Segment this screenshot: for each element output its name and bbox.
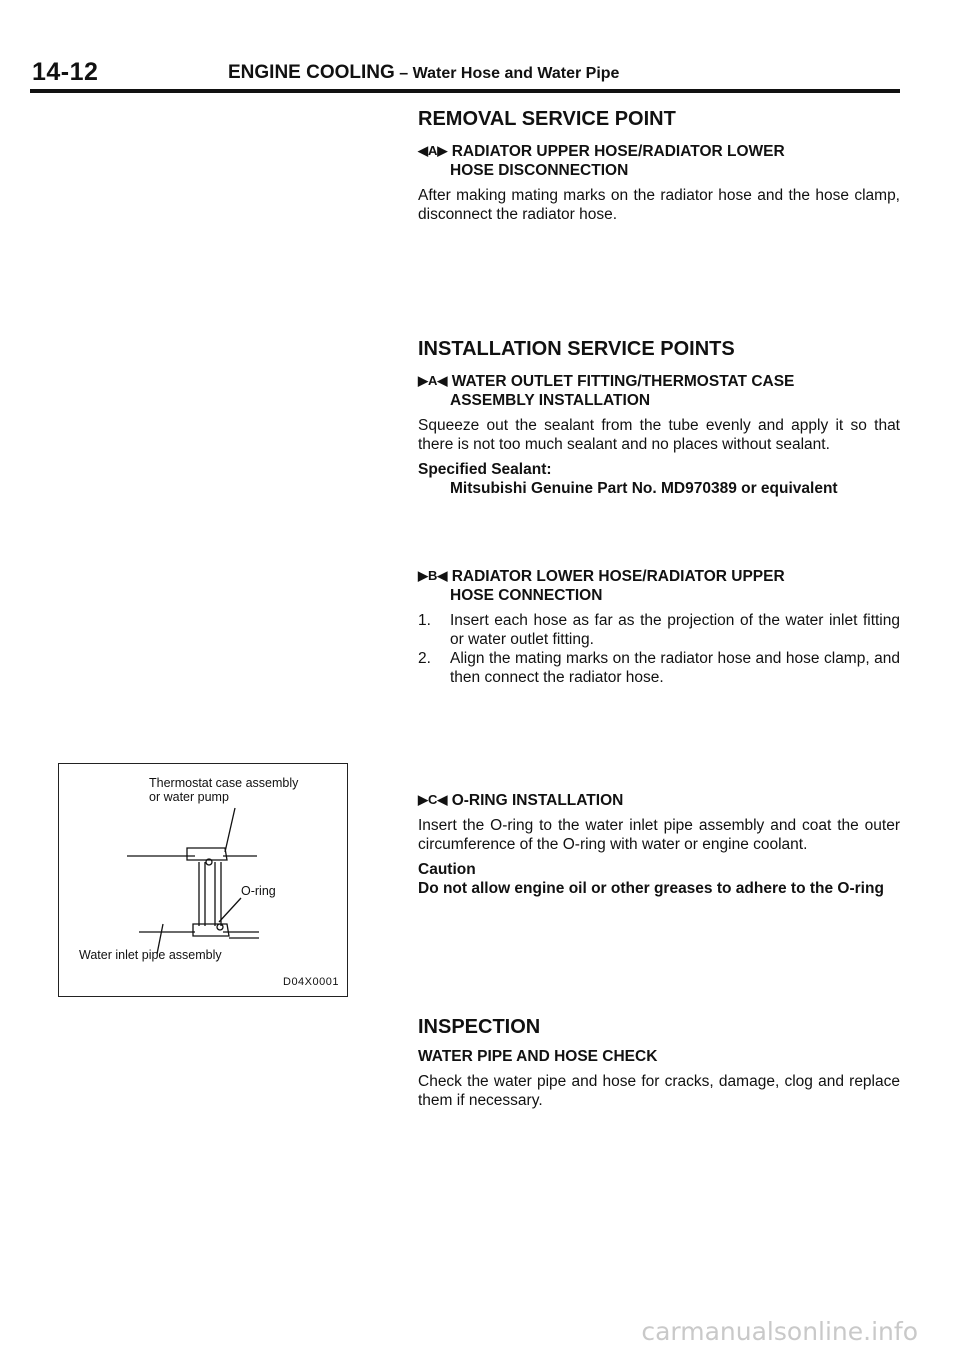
installation-c-title-text: O-RING INSTALLATION xyxy=(451,792,624,809)
leader-thermostat xyxy=(225,808,235,852)
installation-c-section xyxy=(418,790,900,898)
inspection-section xyxy=(418,1016,900,1110)
inspection-heading: INSPECTION xyxy=(418,1016,541,1038)
caution-label: Caution xyxy=(418,861,476,878)
step-number: 1. xyxy=(418,612,431,629)
removal-a-title-line1: RADIATOR UPPER HOSE/RADIATOR LOWER xyxy=(451,143,785,160)
removal-section xyxy=(418,108,900,224)
page-title xyxy=(228,62,619,84)
figure-code: D04X0001 xyxy=(283,976,339,988)
oring-drawing xyxy=(59,764,347,996)
leader-water-inlet xyxy=(157,924,163,954)
upper-fitting xyxy=(187,848,227,860)
caution-text: Do not allow engine oil or other greases to adhere to the O-ring xyxy=(418,880,884,897)
installation-section xyxy=(418,338,900,498)
page-number: 14-12 xyxy=(32,58,99,86)
figure-label-water-inlet: Water inlet pipe assembly xyxy=(79,948,222,962)
figure-label-thermostat-line2: or water pump xyxy=(149,790,229,804)
sealant-label: Specified Sealant: xyxy=(418,461,552,478)
oring-bottom xyxy=(217,924,223,930)
subsection-title: Water Hose and Water Pipe xyxy=(412,65,620,82)
step-number: 2. xyxy=(418,650,431,667)
removal-a-body: After making mating marks on the radiator hose and the hose clamp, disconnect the radiator hose. xyxy=(418,187,900,223)
marker-a-reverse-icon: ◀A▶ xyxy=(418,143,448,158)
installation-b-title-line1: RADIATOR LOWER HOSE/RADIATOR UPPER xyxy=(451,568,785,585)
installation-a-title-line2: ASSEMBLY INSTALLATION xyxy=(450,392,651,409)
leader-oring xyxy=(219,898,241,922)
installation-c-body: Insert the O-ring to the water inlet pipe assembly and coat the outer circumference of the O-ring with water or engine coolant. xyxy=(418,817,900,853)
figure-label-thermostat-line1: Thermostat case assembly xyxy=(149,776,299,790)
header-rule xyxy=(30,89,900,93)
installation-b-title-line2: HOSE CONNECTION xyxy=(450,587,603,604)
inspection-body: Check the water pipe and hose for cracks, damage, clog and replace them if necessary. xyxy=(418,1073,900,1109)
removal-a-title-line2: HOSE DISCONNECTION xyxy=(450,162,629,179)
installation-a-title-line1: WATER OUTLET FITTING/THERMOSTAT CASE xyxy=(451,373,795,390)
removal-heading: REMOVAL SERVICE POINT xyxy=(418,108,676,130)
step-text: Align the mating marks on the radiator hose and hose clamp, and then connect the radiator hose. xyxy=(450,650,900,686)
installation-a-title xyxy=(418,371,900,410)
installation-b-section xyxy=(418,566,900,687)
figure-oring-diagram xyxy=(58,763,348,997)
removal-a-title xyxy=(418,141,900,180)
installation-c-title xyxy=(418,790,900,810)
list-item xyxy=(418,611,900,649)
figure-label-oring: O-ring xyxy=(241,884,276,898)
title-separator: – xyxy=(394,65,413,82)
installation-heading: INSTALLATION SERVICE POINTS xyxy=(418,338,735,360)
installation-b-title xyxy=(418,566,900,605)
step-text: Insert each hose as far as the projection of the water inlet fitting or water outlet fitting. xyxy=(450,612,900,648)
watermark: carmanualsonline.info xyxy=(641,1317,918,1346)
installation-a-body: Squeeze out the sealant from the tube evenly and apply it so that there is not too much sealant and no places without sealant. xyxy=(418,417,900,453)
section-title: ENGINE COOLING xyxy=(228,62,395,83)
sealant-value: Mitsubishi Genuine Part No. MD970389 or equivalent xyxy=(450,480,838,497)
inspection-subheading: WATER PIPE AND HOSE CHECK xyxy=(418,1048,658,1065)
marker-a-icon: ▶A◀ xyxy=(418,373,448,388)
marker-c-icon: ▶C◀ xyxy=(418,792,448,807)
marker-b-icon: ▶B◀ xyxy=(418,568,448,583)
list-item xyxy=(418,649,900,687)
